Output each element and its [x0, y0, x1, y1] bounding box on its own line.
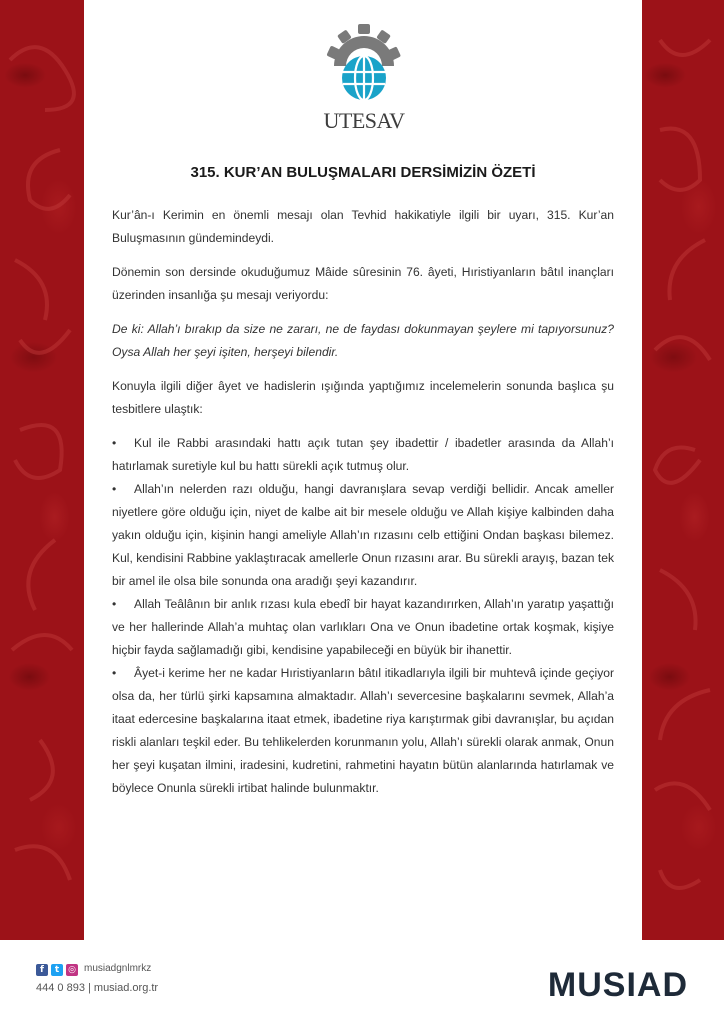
paragraph: Konuyla ilgili diğer âyet ve hadislerin ışığında yaptığımız incelemelerin sonunda başlıca şu tesbitlere ulaştık:: [112, 379, 614, 416]
findings-list: [112, 432, 614, 800]
list-item-text: Âyet-i kerime her ne kadar Hıristiyanların bâtıl itikadlarıyla ilgili bir muhtevâ içinde geçiyor olsa da, her türlü şirki kapsamına almaktadır. Allah’ı severcesine başkalarını sevmek, Allah’a itaat edercesine başkalarına itaat etmek, ibadetine riya karıştırmak gibi davranışlar, bu açıdan riskli alanları teşkil eder. Bu tehlikelerden korunmanın yolu, Allah’ı sürekli olarak anmak, Onun her şeyi kuşatan ilmini, iradesini, kudretini, rahmetini hayatın bütün alanlarında hatırlamak ve böylece Onunla sürekli irtibat halinde bulunmaktır.: [112, 666, 614, 795]
document-title: 315. KUR’AN BULUŞMALARI DERSİMİZİN ÖZETİ: [190, 164, 536, 181]
facebook-icon[interactable]: f: [36, 964, 48, 976]
calligraphy-pattern: [0, 0, 84, 940]
instagram-icon[interactable]: ◎: [66, 964, 78, 976]
list-item: [112, 662, 614, 800]
list-item-text: Allah Teâlânın bir anlık rızası kula ebedî bir hayat kazandırırken, Allah’ın yaratıp yaşattığı ve her hallerinde Allah’a muhtaç olan varlıkları Ona ve Onun ibadetine ortak koşmak, kişiye hiçbir fayda sağlamadığı gibi, kendisine yapabileceği en büyük bir ihanettir.: [112, 597, 614, 657]
right-decorative-border: [640, 0, 724, 940]
paragraph: Kur’ân-ı Kerimin en önemli mesajı olan Tevhid hakikatiyle ilgili bir uyarı, 315. Kur’an Buluşmasının gündemindeydi.: [112, 208, 614, 245]
logo-wordmark: UTESAV: [323, 108, 405, 133]
list-item-text: Kul ile Rabbi arasındaki hattı açık tutan şey ibadettir / ibadetler arasında da Allah’ı hatırlamak suretiyle kul bu hattı sürekli açık tutmuş olur.: [112, 436, 614, 473]
list-item: [112, 593, 614, 662]
list-item-text: Allah’ın nelerden razı olduğu, hangi davranışlara sevap verdiği bellidir. Ancak ameller niyetlere göre olduğu için, niyet de kalbe ait bir mesele olduğu ve Allah kişiye kalbinden daha yakın olduğu için, kişinin hangi ameliyle Allah’ın rızasını celb ettiğini Ondan başkası bilemez. Kul, kendisini Rabbine yaklaştıracak amellerle Onun rızasını arar. Bu sürekli arayış, bazan tek bir amel ile olsa bile sonunda ona aradığı şeyi kazandırır.: [112, 482, 614, 588]
verse-quote: De ki: Allah’ı bırakıp da size ne zararı, ne de faydası dokunmayan şeylere mi tapıyorsunuz? Oysa Allah her şeyi işiten, herşeyi bilendir.: [112, 322, 614, 359]
document-page: [84, 0, 642, 940]
social-links: [36, 964, 78, 976]
bullet-icon: •: [112, 436, 117, 450]
document-body: [112, 204, 614, 800]
contact-info[interactable]: 444 0 893 | musiad.org.tr: [36, 982, 159, 994]
left-decorative-border: [0, 0, 84, 940]
bullet-icon: •: [112, 482, 117, 496]
utesav-logo: [322, 22, 406, 132]
bullet-icon: •: [112, 666, 117, 680]
gear-globe-icon: [322, 22, 406, 108]
list-item: [112, 478, 614, 593]
bullet-icon: •: [112, 597, 117, 611]
paragraph: Dönemin son dersinde okuduğumuz Mâide sûresinin 76. âyeti, Hıristiyanların bâtıl inançları üzerinden insanlığa şu mesajı veriyordu:: [112, 265, 614, 302]
calligraphy-pattern: [640, 0, 724, 940]
twitter-icon[interactable]: t: [51, 964, 63, 976]
social-handle[interactable]: musiadgnlmrkz: [84, 963, 152, 974]
list-item: [112, 432, 614, 478]
musiad-logo: MUSIAD: [547, 966, 688, 1004]
